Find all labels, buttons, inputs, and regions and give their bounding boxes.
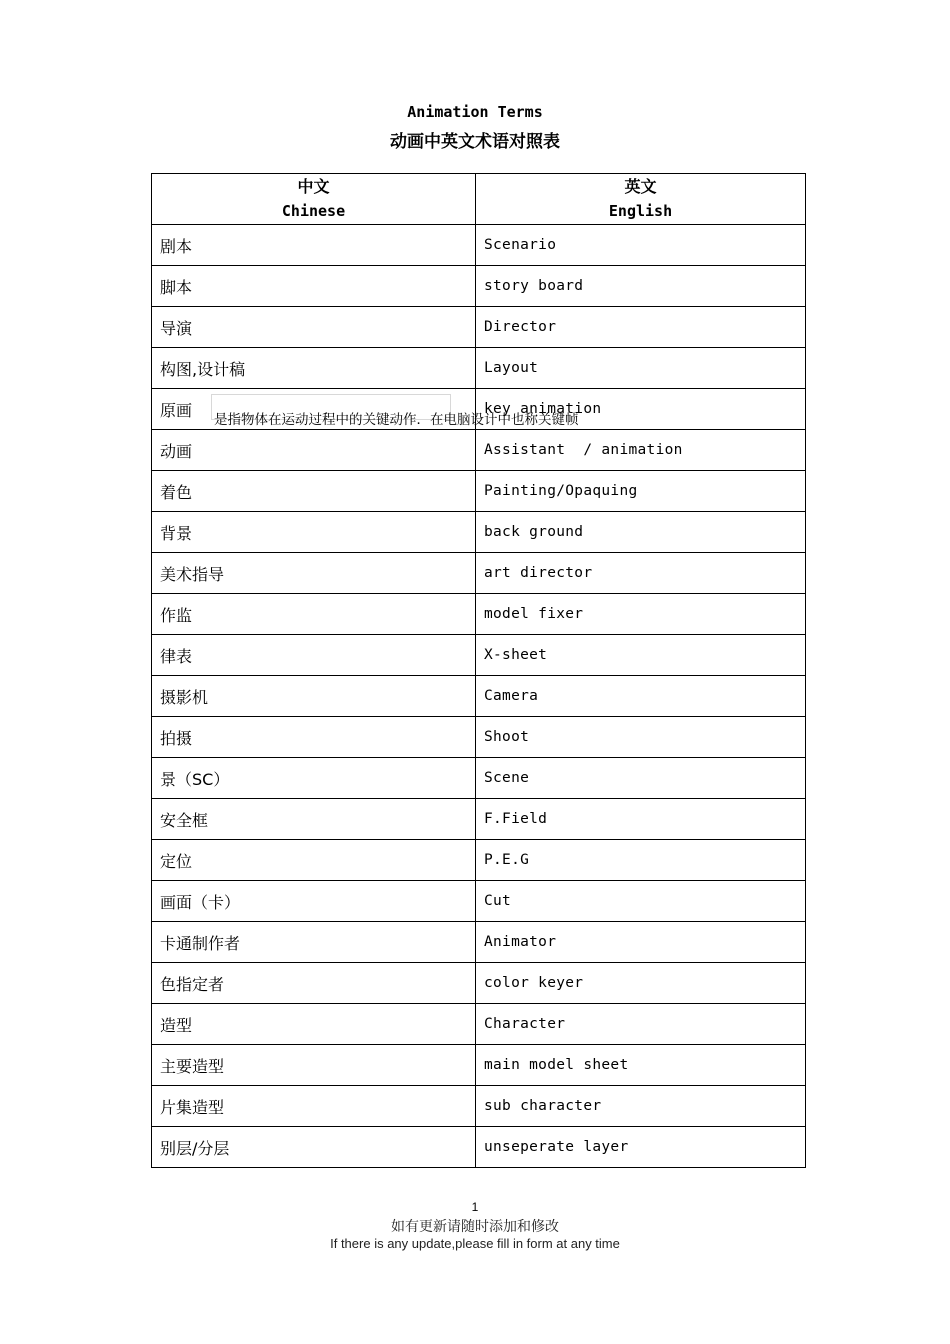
term-english: unseperate layer bbox=[476, 1127, 806, 1168]
term-chinese: 别层/分层 bbox=[152, 1127, 476, 1168]
term-chinese: 原画 bbox=[152, 389, 476, 430]
table-row bbox=[152, 1045, 806, 1086]
header-english-column bbox=[476, 174, 806, 225]
table-row bbox=[152, 881, 806, 922]
term-english: P.E.G bbox=[476, 840, 806, 881]
term-english: Scenario bbox=[476, 225, 806, 266]
term-chinese: 安全框 bbox=[152, 799, 476, 840]
term-english: sub character bbox=[476, 1086, 806, 1127]
table-row bbox=[152, 266, 806, 307]
header-english-en: English bbox=[608, 202, 673, 220]
table-body bbox=[152, 225, 806, 1168]
table-row bbox=[152, 1127, 806, 1168]
term-chinese: 作监 bbox=[152, 594, 476, 635]
footer-note-english: If there is any update,please fill in form at any time bbox=[330, 1236, 620, 1251]
table-row bbox=[152, 553, 806, 594]
term-chinese: 主要造型 bbox=[152, 1045, 476, 1086]
table-row bbox=[152, 635, 806, 676]
table-row bbox=[152, 594, 806, 635]
table-row bbox=[152, 1004, 806, 1045]
table-row bbox=[152, 307, 806, 348]
term-english: Character bbox=[476, 1004, 806, 1045]
term-english: back ground bbox=[476, 512, 806, 553]
term-english: story board bbox=[476, 266, 806, 307]
term-chinese: 脚本 bbox=[152, 266, 476, 307]
term-english: key animation bbox=[476, 389, 806, 430]
terms-table bbox=[151, 173, 806, 1168]
term-english: color keyer bbox=[476, 963, 806, 1004]
term-english: model fixer bbox=[476, 594, 806, 635]
table-row bbox=[152, 758, 806, 799]
term-english: F.Field bbox=[476, 799, 806, 840]
term-chinese: 剧本 bbox=[152, 225, 476, 266]
comment-text: 是指物体在运动过程中的关键动作．在电脑设计中也称关键帧 bbox=[214, 412, 579, 428]
term-chinese: 导演 bbox=[152, 307, 476, 348]
term-chinese: 拍摄 bbox=[152, 717, 476, 758]
term-chinese: 卡通制作者 bbox=[152, 922, 476, 963]
term-english: Shoot bbox=[476, 717, 806, 758]
term-chinese: 美术指导 bbox=[152, 553, 476, 594]
footer-note-chinese: 如有更新请随时添加和修改 bbox=[391, 1219, 559, 1235]
table-row bbox=[152, 963, 806, 1004]
term-chinese: 片集造型 bbox=[152, 1086, 476, 1127]
term-english: X-sheet bbox=[476, 635, 806, 676]
term-english: Camera bbox=[476, 676, 806, 717]
term-chinese: 着色 bbox=[152, 471, 476, 512]
table-row bbox=[152, 676, 806, 717]
term-english: Cut bbox=[476, 881, 806, 922]
table-row bbox=[152, 471, 806, 512]
term-chinese: 背景 bbox=[152, 512, 476, 553]
table-row bbox=[152, 348, 806, 389]
term-chinese: 摄影机 bbox=[152, 676, 476, 717]
document-title-chinese: 动画中英文术语对照表 bbox=[390, 132, 560, 152]
term-english: Director bbox=[476, 307, 806, 348]
term-chinese: 画面（卡） bbox=[152, 881, 476, 922]
term-english: Animator bbox=[476, 922, 806, 963]
term-english: main model sheet bbox=[476, 1045, 806, 1086]
header-chinese-zh: 中文 bbox=[297, 177, 330, 196]
document-title-english: Animation Terms bbox=[407, 103, 543, 121]
term-chinese: 色指定者 bbox=[152, 963, 476, 1004]
term-chinese: 造型 bbox=[152, 1004, 476, 1045]
header-english-zh: 英文 bbox=[624, 177, 657, 196]
term-english: Assistant / animation bbox=[476, 430, 806, 471]
term-chinese: 定位 bbox=[152, 840, 476, 881]
table-header-row bbox=[152, 174, 806, 225]
header-chinese-en: Chinese bbox=[281, 202, 346, 220]
term-chinese: 景（SC） bbox=[152, 758, 476, 799]
table-row bbox=[152, 1086, 806, 1127]
term-english: Scene bbox=[476, 758, 806, 799]
term-chinese: 动画 bbox=[152, 430, 476, 471]
header-chinese-column bbox=[152, 174, 476, 225]
table-row bbox=[152, 430, 806, 471]
table-row bbox=[152, 840, 806, 881]
table-row bbox=[152, 717, 806, 758]
page-number: 1 bbox=[471, 1200, 479, 1214]
term-english: art director bbox=[476, 553, 806, 594]
term-chinese: 构图,设计稿 bbox=[152, 348, 476, 389]
table-row bbox=[152, 225, 806, 266]
table-row bbox=[152, 512, 806, 553]
term-chinese: 律表 bbox=[152, 635, 476, 676]
term-english: Layout bbox=[476, 348, 806, 389]
term-english: Painting/Opaquing bbox=[476, 471, 806, 512]
table-row bbox=[152, 922, 806, 963]
table-row bbox=[152, 799, 806, 840]
